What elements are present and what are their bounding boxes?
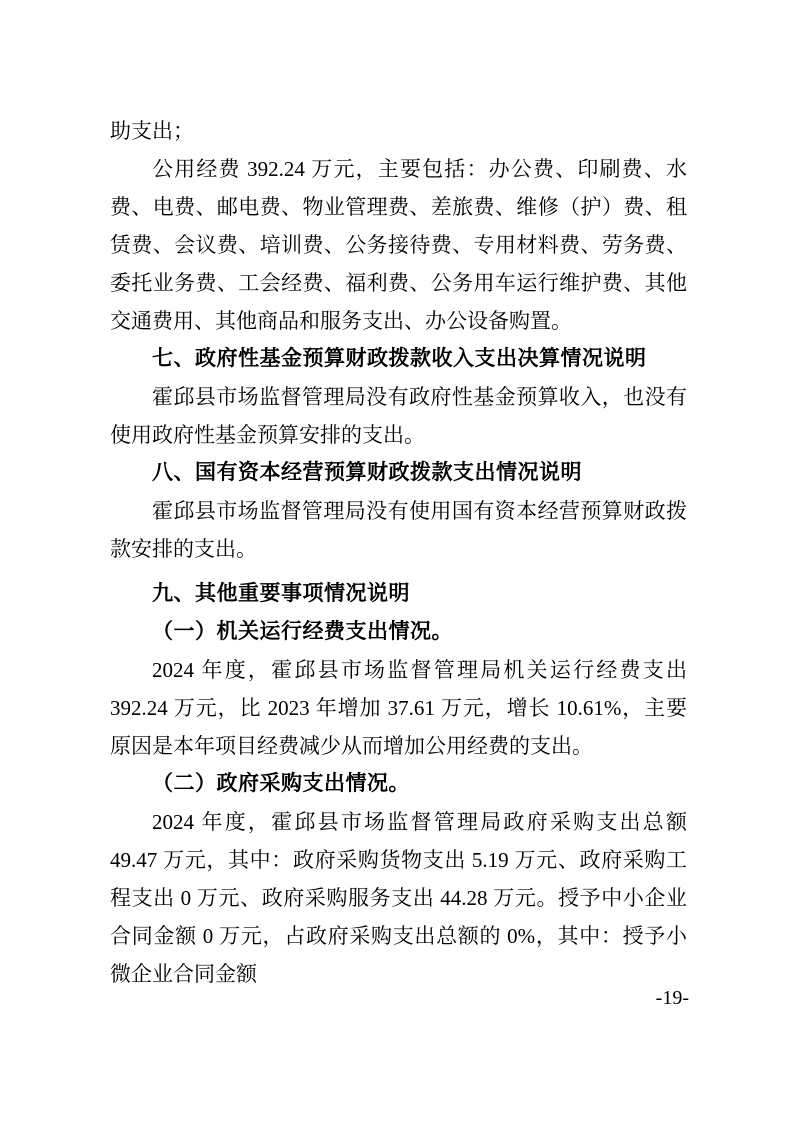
subheading-government-procurement: （二）政府采购支出情况。 [152, 772, 410, 795]
subheading-agency-operating-expense: （一）机关运行经费支出情况。 [152, 620, 453, 643]
paragraph-public-expense: 公用经费 392.24 万元，主要包括：办公费、印刷费、水费、电费、邮电费、物业管理费、差旅费、维修（护）费、租赁费、会议费、培训费、公务接待费、专用材料费、劳务费、委托业务费、工会经费、福利费、公务用车运行维护费、其他交通费用、其他商品和服务支出、办公设备购置。 [110, 157, 687, 333]
heading-section-eight: 八、国有资本经营预算财政拨款支出情况说明 [152, 461, 582, 484]
paragraph-agency-operating-expense: 2024 年度，霍邱县市场监督管理局机关运行经费支出 392.24 万元，比 2023 年增加 37.61 万元，增长 10.61%，主要原因是本年项目经费减少从而增加公用经费的支出。 [110, 658, 687, 758]
heading-section-seven: 七、政府性基金预算财政拨款收入支出决算情况说明 [152, 347, 647, 370]
page-number: -19- [655, 987, 689, 1009]
paragraph-section-seven: 霍邱县市场监督管理局没有政府性基金预算收入，也没有使用政府性基金预算安排的支出。 [110, 385, 687, 447]
paragraph-government-procurement: 2024 年度，霍邱县市场监督管理局政府采购支出总额 49.47 万元，其中：政府采购货物支出 5.19 万元、政府采购工程支出 0 万元、政府采购服务支出 44.28 万元。授予中小企业合同金额 0 万元，占政府采购支出总额的 0%，其中：授予小微企业合同金额 [110, 810, 687, 986]
heading-section-nine: 九、其他重要事项情况说明 [152, 582, 410, 605]
paragraph-section-eight: 霍邱县市场监督管理局没有使用国有资本经营预算财政拨款安排的支出。 [110, 499, 687, 561]
paragraph-continuation: 助支出； [110, 119, 194, 143]
